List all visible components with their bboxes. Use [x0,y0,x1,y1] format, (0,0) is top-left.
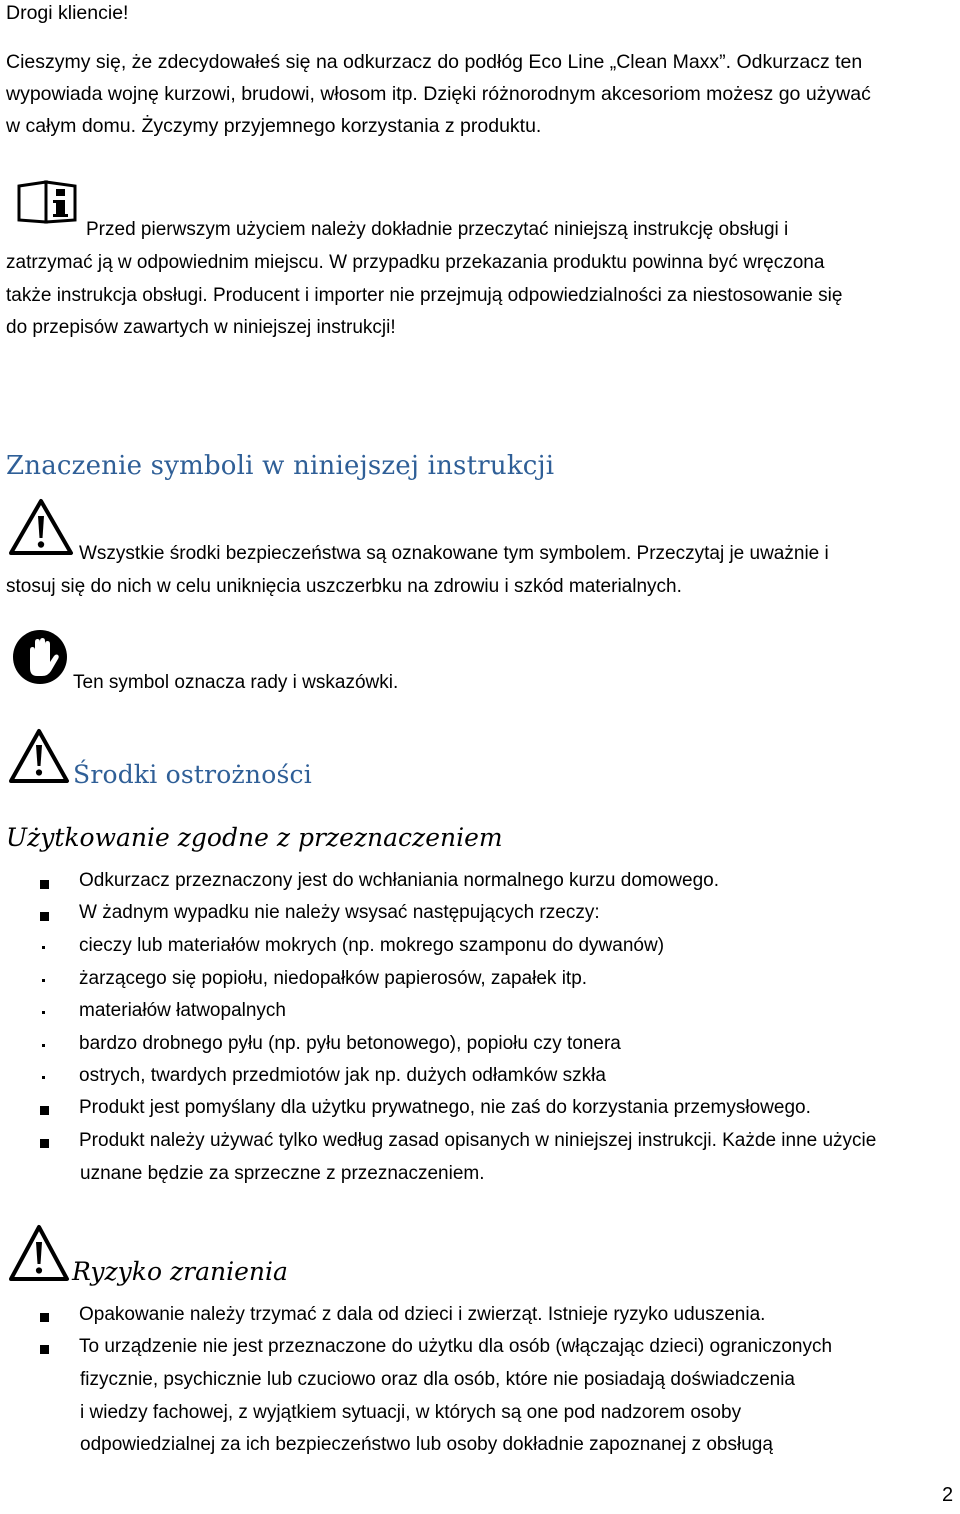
list-item-continuation: fizycznie, psychicznie lub czuciowo oraz dla osób, które nie posiadają doświadczenia [80,1369,795,1390]
tip-line: Ten symbol oznacza rady i wskazówki. [73,672,399,693]
list-item: bardzo drobnego pyłu (np. pyłu betonowego), popiołu czy tonera [79,1033,621,1054]
intro-line-1: Cieszymy się, że zdecydowałeś się na odkurzacz do podłóg Eco Line „Clean Maxx”. Odkurzacz ten [6,51,863,73]
warning-triangle-icon [8,1224,70,1282]
list-item: materiałów łatwopalnych [79,1000,286,1021]
warning-triangle-icon [8,498,74,556]
list-item: Odkurzacz przeznaczony jest do wchłaniania normalnego kurzu domowego. [79,870,720,891]
manual-info-icon [16,180,78,224]
intended-use-subheading: Użytkowanie zgodne z przeznaczeniem [6,823,503,852]
warning-triangle-icon [8,728,70,784]
bullet-dot [42,946,45,949]
list-item: ostrych, twardych przedmiotów jak np. dużych odłamków szkła [79,1065,606,1086]
bullet-dot [42,1044,45,1047]
manual-note-line-4: do przepisów zawartych w niniejszej instrukcji! [6,317,396,338]
intro-line-3: w całym domu. Życzymy przyjemnego korzystania z produktu. [6,115,542,137]
list-item: To urządzenie nie jest przeznaczone do użytku dla osób (włączając dzieci) ograniczonych [79,1336,833,1357]
hand-tip-icon [10,628,70,686]
bullet-square [40,1313,49,1322]
list-item: żarzącego się popiołu, niedopałków papierosów, zapałek itp. [79,968,588,989]
list-item: W żadnym wypadku nie należy wsysać następujących rzeczy: [79,902,600,923]
manual-note-line-2: zatrzymać ją w odpowiednim miejscu. W przypadku przekazania produktu powinna być wręczona [6,252,825,273]
bullet-dot [42,1011,45,1014]
bullet-square [40,1106,49,1115]
greeting: Drogi kliencie! [6,2,129,24]
page-number: 2 [942,1484,954,1506]
warning-line-2: stosuj się do nich w celu uniknięcia uszczerbku na zdrowiu i szkód materialnych. [6,576,682,597]
list-item-continuation: odpowiedzialnej za ich bezpieczeństwo lub osoby dokładnie zapoznanej z obsługą [80,1434,773,1455]
bullet-square [40,912,49,921]
bullet-square [40,1139,49,1148]
bullet-square [40,880,49,889]
bullet-dot [42,979,45,982]
list-item-continuation: i wiedzy fachowej, z wyjątkiem sytuacji, w których są one pod nadzorem osoby [80,1402,742,1423]
list-item: cieczy lub materiałów mokrych (np. mokrego szamponu do dywanów) [79,935,665,956]
warning-line-1: Wszystkie środki bezpieczeństwa są oznakowane tym symbolem. Przeczytaj je uważnie i [79,543,829,564]
list-item: Produkt jest pomyślany dla użytku prywatnego, nie zaś do korzystania przemysłowego. [79,1097,811,1118]
symbols-heading: Znaczenie symboli w niniejszej instrukcji [6,451,555,481]
list-item: Opakowanie należy trzymać z dala od dzieci i zwierząt. Istnieje ryzyko uduszenia. [79,1304,766,1325]
intro-line-2: wypowiada wojnę kurzowi, brudowi, włosom itp. Dzięki różnorodnym akcesoriom możesz go używać [6,83,871,105]
precautions-heading: Środki ostrożności [73,760,312,789]
list-item-continuation: uznane będzie za sprzeczne z przeznaczeniem. [80,1163,485,1184]
manual-note-line-3: także instrukcja obsługi. Producent i importer nie przejmują odpowiedzialności za niestosowanie się [6,285,843,306]
bullet-square [40,1345,49,1354]
bullet-dot [42,1076,45,1079]
injury-heading: Ryzyko zranienia [72,1257,288,1286]
manual-note-line-1: Przed pierwszym użyciem należy dokładnie przeczytać niniejszą instrukcję obsługi i [86,219,789,240]
list-item: Produkt należy używać tylko według zasad opisanych w niniejszej instrukcji. Każde inne użycie [79,1130,877,1151]
